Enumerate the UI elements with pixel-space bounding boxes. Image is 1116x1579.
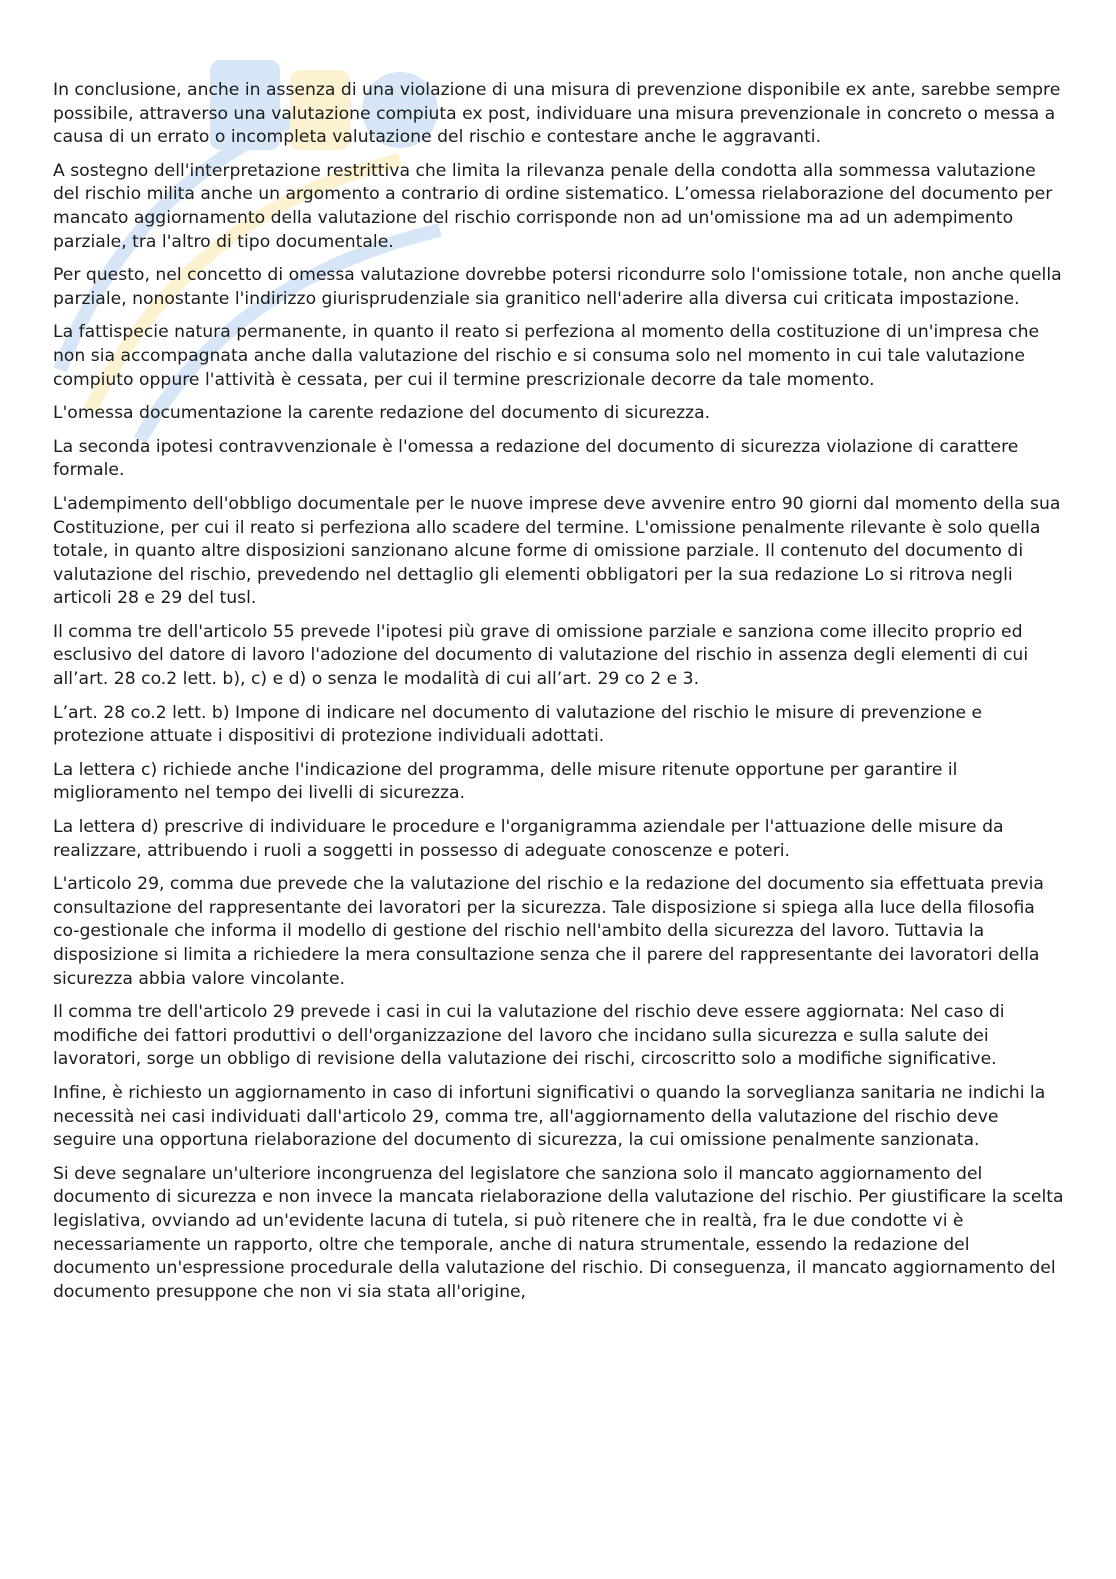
paragraph: In conclusione, anche in assenza di una violazione di una misura di prevenzione disponibile ex ante, sarebbe sempre possibile, attraverso una valutazione compiuta ex post, individuare una misura prevenzionale in concreto o messa a causa di un errato o incompleta valutazione del rischio e contestare anche le aggravanti. [53, 80, 1061, 148]
paragraph: Si deve segnalare un'ulteriore incongruenza del legislatore che sanziona solo il mancato aggiornamento del documento di sicurezza e non invece la mancata rielaborazione della valutazione del rischio. Per giustificare la scelta legislativa, ovviando ad un'evidente lacuna di tutela, si può ritenere che in realtà, fra le due condotte vi è necessariamente un rapporto, oltre che temporale, anche di natura strumentale, essendo la redazione del documento un'espressione procedurale della valutazione del rischio. Di conseguenza, il mancato aggiornamento del documento presuppone che non vi sia stata all'origine, [53, 1163, 1064, 1302]
paragraph: L'articolo 29, comma due prevede che la valutazione del rischio e la redazione del documento sia effettuata previa consultazione del rappresentante dei lavoratori per la sicurezza. Tale disposizione si spiega alla luce della filosofia co-gestionale che informa il modello di gestione del rischio nell'ambito della sicurezza del lavoro. Tuttavia la disposizione si limita a richiedere la mera consultazione senza che il parere del rappresentante dei lavoratori della sicurezza abbia valore vincolante. [53, 874, 1044, 989]
document-body [53, 79, 1065, 1314]
paragraph: Infine, è richiesto un aggiornamento in caso di infortuni significativi o quando la sorveglianza sanitaria ne indichi la necessità nei casi individuati dall'articolo 29, comma tre, all'aggiornamento della valutazione del rischio deve seguire una opportuna rielaborazione del documento di sicurezza, la cui omissione penalmente sanzionata. [53, 1082, 1046, 1151]
paragraph: La fattispecie natura permanente, in quanto il reato si perfeziona al momento della costituzione di un'impresa che non sia accompagnata anche dalla valutazione del rischio e si consuma solo nel momento in cui tale valutazione compiuto oppure l'attività è cessata, per cui il termine prescrizionale decorre da tale momento. [53, 322, 1040, 390]
paragraph: L'adempimento dell'obbligo documentale per le nuove imprese deve avvenire entro 90 giorni dal momento della sua Costituzione, per cui il reato si perfeziona allo scadere del termine. L'omissione penalmente rilevante è solo quella totale, in quanto altre disposizioni sanzionano alcune forme di omissione parziale. Il contenuto del documento di valutazione del rischio, prevedendo nel dettaglio gli elementi obbligatori per la sua redazione Lo si ritrova negli articoli 28 e 29 del tusl. [53, 493, 1061, 609]
paragraph: La lettera c) richiede anche l'indicazione del programma, delle misure ritenute opportune per garantire il miglioramento nel tempo dei livelli di sicurezza. [53, 759, 958, 804]
paragraph: La seconda ipotesi contravvenzionale è l'omessa a redazione del documento di sicurezza violazione di carattere formale. [53, 436, 1019, 481]
paragraph: Il comma tre dell'articolo 55 prevede l'ipotesi più grave di omissione parziale e sanziona come illecito proprio ed esclusivo del datore di lavoro l'adozione del documento di valutazione del rischio in assenza degli elementi di cui all’art. 28 co.2 lett. b), c) e d) o senza le modalità di cui all’art. 29 co 2 e 3. [53, 621, 1029, 690]
paragraph: La lettera d) prescrive di individuare le procedure e l'organigramma aziendale per l'attuazione delle misure da realizzare, attribuendo i ruoli a soggetti in possesso di adeguate conoscenze e poteri. [53, 817, 1004, 861]
paragraph: L’art. 28 co.2 lett. b) Impone di indicare nel documento di valutazione del rischio le misure di prevenzione e protezione attuate i dispositivi di protezione individuali adottati. [53, 702, 983, 747]
paragraph: Per questo, nel concetto di omessa valutazione dovrebbe potersi ricondurre solo l'omissione totale, non anche quella parziale, nonostante l'indirizzo giurisprudenziale sia granitico nell'aderire alla diversa cui criticata impostazione. [53, 265, 1062, 309]
paragraph: A sostegno dell'interpretazione restrittiva che limita la rilevanza penale della condotta alla sommessa valutazione del rischio milita anche un argomento a contrario di ordine sistematico. L’omessa rielaborazione del documento per mancato aggiornamento della valutazione del rischio corrisponde non ad un'omissione ma ad un adempimento parziale, tra l'altro di tipo documentale. [53, 160, 1053, 252]
paragraph: L'omessa documentazione la carente redazione del documento di sicurezza. [53, 403, 711, 424]
paragraph: Il comma tre dell'articolo 29 prevede i casi in cui la valutazione del rischio deve essere aggiornata: Nel caso di modifiche dei fattori produttivi o dell'organizzazione del lavoro che incidano sulla sicurezza e sulla salute dei lavoratori, sorge un obbligo di revisione della valutazione dei rischi, circoscritto solo a modifiche significative. [53, 1002, 1005, 1070]
